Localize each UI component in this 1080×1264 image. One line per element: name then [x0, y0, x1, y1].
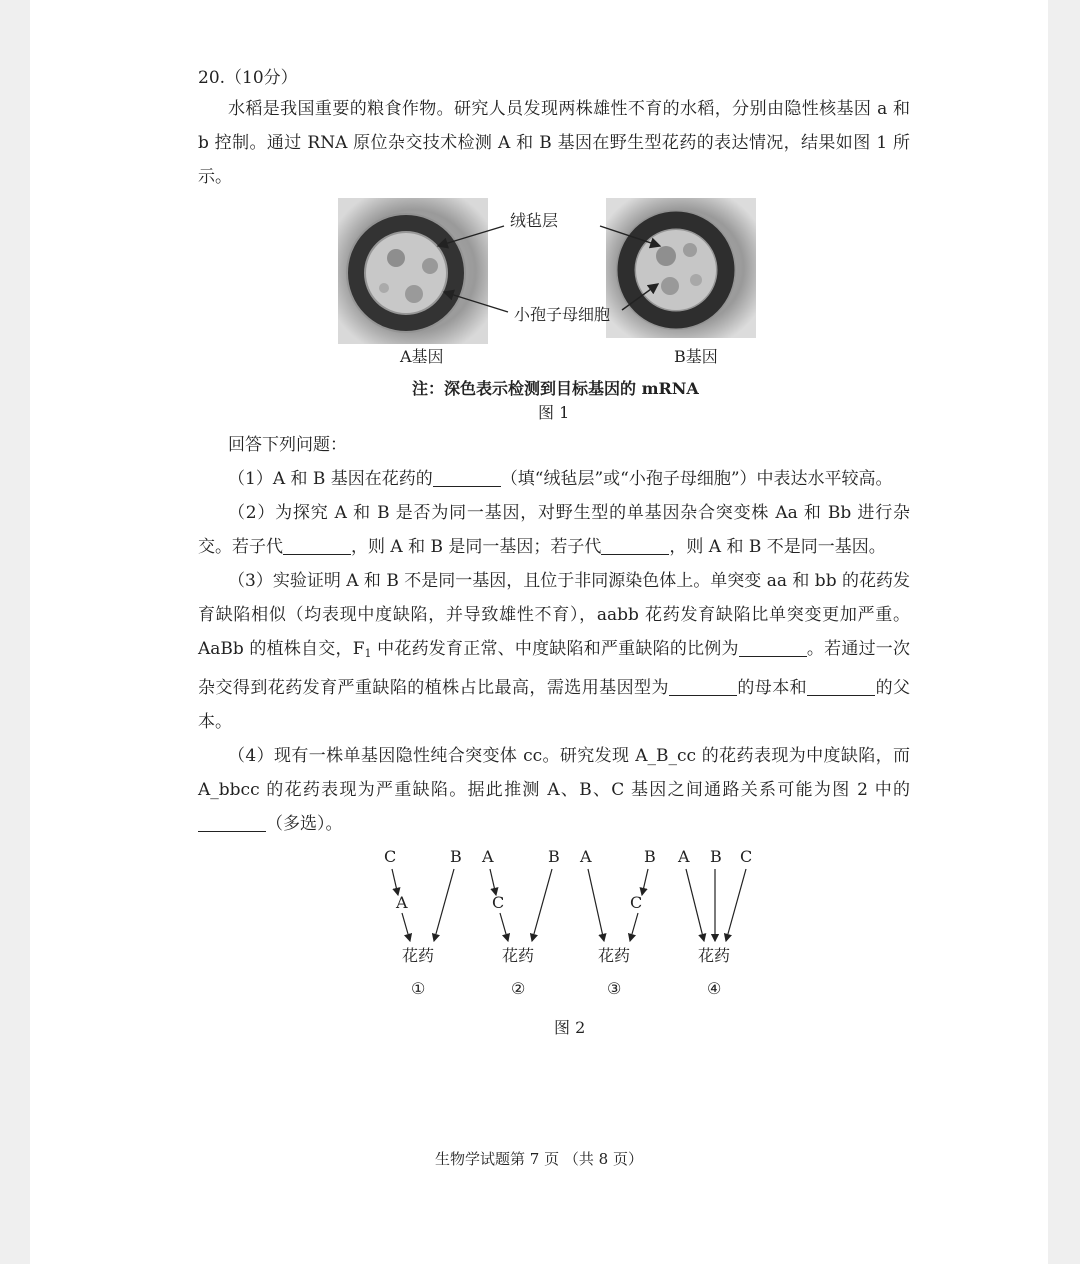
p4-top-right: C [740, 847, 753, 866]
p3-number: ③ [607, 979, 622, 998]
p1-top-right: B [450, 847, 462, 866]
p1-anther: 花药 [402, 946, 435, 965]
label-microspore-mother-cell: 小孢子母细胞 [514, 305, 611, 324]
q3-answer-blank-2[interactable] [669, 675, 737, 696]
q2-text-3: ，则 A 和 B 不是同一基因。 [669, 537, 886, 557]
caption-a-gene: A基因 [400, 347, 444, 366]
p2-middle: C [492, 893, 505, 912]
q1-text-after: （填“绒毡层”或“小孢子母细胞”）中表达水平较高。 [500, 469, 893, 489]
p1-number: ① [411, 979, 426, 998]
q2-answer-blank-2[interactable] [601, 534, 669, 555]
subquestion-4 [198, 739, 910, 841]
question-20 [198, 64, 910, 1045]
p3-middle: C [630, 893, 643, 912]
q3-text-4: 的母本和 [736, 678, 808, 698]
subquestion-3 [198, 564, 910, 739]
q3-answer-blank-1[interactable] [739, 636, 807, 657]
subquestion-1 [198, 462, 910, 496]
question-intro: 水稻是我国重要的粮食作物。研究人员发现两株雄性不育的水稻，分别由隐性核基因 a 和 b 控制。通过 RNA 原位杂交技术检测 A 和 B 基因在野生型花药的表达情况，结果如图 1 所示。 [198, 99, 910, 187]
q2-text-1: （2）为探究 A 和 B 是否为同一基因，对野生型的单基因杂合突变株 Aa 和 Bb 进行杂交。若子代 [198, 503, 910, 557]
subquestion-2 [198, 496, 910, 564]
figure-2-title: 图 2 [554, 1018, 586, 1037]
q3-text-5: 的父本。 [198, 678, 911, 732]
p2-top-right: B [548, 847, 560, 866]
figure-1 [198, 198, 910, 428]
p2-number: ② [511, 979, 526, 998]
page-footer: 生物学试题第 7 页 （共 8 页） [435, 1150, 643, 1168]
q3-text-2: 中花药发育正常、中度缺陷和严重缺陷的比例为 [371, 639, 739, 659]
q3-text-3: 。若通过一次杂交得到花药发育严重缺陷的植株占比最高，需选用基因型为 [198, 639, 911, 698]
p4-number: ④ [707, 979, 722, 998]
p2-anther: 花药 [502, 946, 535, 965]
label-tapetum: 绒毡层 [510, 211, 559, 230]
q4-text-2: （多选）。 [266, 814, 343, 834]
p4-anther: 花药 [698, 946, 731, 965]
figure-1-note: 注：深色表示检测到目标基因的 mRNA [412, 379, 699, 398]
p1-middle: A [396, 893, 408, 912]
p3-top-left: A [580, 847, 592, 866]
p1-top-left: C [384, 847, 397, 866]
caption-b-gene: B基因 [674, 347, 718, 366]
q3-answer-blank-3[interactable] [807, 675, 875, 696]
q3-subscript: 1 [364, 647, 372, 660]
q4-text-1: （4）现有一株单基因隐性纯合突变体 cc。研究发现 A_B_cc 的花药表现为中度缺陷，而 A_bbcc 的花药表现为严重缺陷。据此推测 A、B、C 基因之间通路关系可能为图 2 中的 [198, 746, 910, 800]
q3-text-1: （3）实验证明 A 和 B 不是同一基因，且位于非同源染色体上。单突变 aa 和 bb 的花药发育缺陷相似（均表现中度缺陷，并导致雄性不育），aabb 花药发育缺陷比单突变更加严重。AaBb 的植株自交，F [198, 571, 910, 659]
answer-prompt: 回答下列问题： [228, 435, 347, 455]
p2-top-left: A [482, 847, 494, 866]
figure-2 [198, 845, 910, 1045]
question-number: 20.（10分） [198, 68, 298, 88]
p3-anther: 花药 [598, 946, 631, 965]
figure-1-title: 图 1 [538, 403, 570, 422]
p4-top-left: A [678, 847, 690, 866]
exam-page [30, 0, 1048, 1264]
p3-top-right: B [644, 847, 656, 866]
q2-text-2: ，则 A 和 B 是同一基因；若子代 [351, 537, 602, 557]
p4-top-mid: B [710, 847, 722, 866]
q2-answer-blank-1[interactable] [283, 534, 351, 555]
q4-answer-blank[interactable] [198, 811, 266, 832]
q1-text-before: （1）A 和 B 基因在花药的 [228, 469, 433, 489]
q1-answer-blank[interactable] [433, 466, 501, 487]
